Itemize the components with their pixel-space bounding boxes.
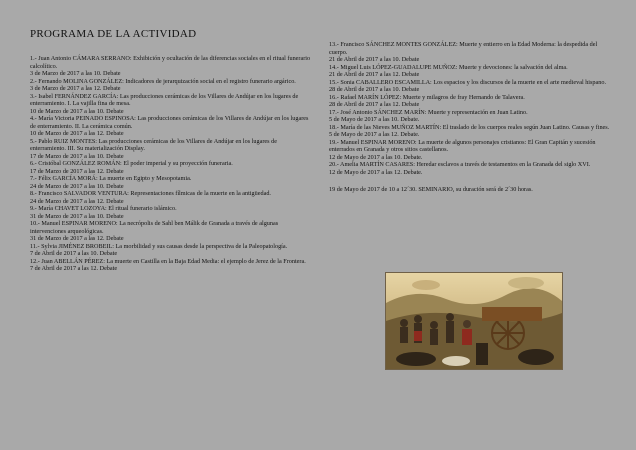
seminar-note: 19 de Mayo de 2017 de 10 a 12´30. SEMINARIO, su duración será de 2´30 horas.	[329, 186, 533, 193]
entry-date: 28 de Abril de 2017 a las 10. Debate	[329, 86, 420, 93]
entry-date: 5 de Mayo de 2017 a las 10. Debate.	[329, 116, 420, 123]
program-entry	[30, 205, 313, 220]
entry-title: 10.- Manuel ESPINAR MORENO: La necrópolis de Sahl ben Málik de Granada a través de algunas intervenciones arqueológicas.	[30, 220, 279, 235]
entry-title: 14.- Miguel Luis LÓPEZ-GUADALUPE MUÑOZ: Muerte y devociones: la salvación del alma.	[329, 63, 568, 71]
entry-title: 11.- Sylvia JIMÉNEZ BROBEIL: La morbilidad y sus causas desde la perspectiva de la Paleopatología.	[30, 242, 288, 250]
entry-title: 15.- Sonia CABALLERO ESCAMILLA: Los espacios y los discursos de la muerte en el arte medieval hispano.	[329, 78, 607, 86]
program-entry	[30, 175, 313, 190]
entry-date: 31 de Marzo de 2017 a las 12. Debate	[30, 235, 124, 242]
right-entry-list	[329, 41, 612, 176]
entry-title: 5.- Pablo RUIZ MONTES: Las producciones cerámicas de los Villares de Andújar en los lugares de enterramiento. III. Su materialización Display.	[30, 137, 277, 152]
entry-date: 28 de Abril de 2017 a las 12. Debate	[329, 101, 420, 108]
entry-date: 12 de Mayo de 2017 a las 10. Debate.	[329, 153, 423, 161]
program-entry	[329, 139, 612, 162]
program-entry	[30, 258, 313, 273]
program-entry	[329, 94, 612, 109]
program-entry	[30, 220, 313, 243]
painting-illustration	[386, 273, 562, 369]
entry-date: 10 de Marzo de 2017 a las 12. Debate	[30, 130, 124, 137]
entry-title: 1.- Juan Antonio CÁMARA SERRANO: Exhibición y ocultación de las diferencias sociales en el ritual funerario calcolítico.	[30, 55, 311, 70]
entry-date: 17 de Marzo de 2017 a las 12. Debate	[30, 167, 124, 175]
program-entry	[30, 160, 313, 175]
entry-title: 20.- Amelia MARTÍN CASARES: Heredar esclavos a través de testamentos en la Granada del siglo XVI.	[329, 161, 591, 168]
entry-date: 31 de Marzo de 2017 a las 10. Debate	[30, 212, 124, 220]
entry-date: 10 de Marzo de 2017 a las 10. Debate	[30, 107, 124, 115]
entry-date: 12 de Mayo de 2017 a las 12. Debate.	[329, 168, 423, 176]
program-entry	[329, 79, 612, 94]
entry-date: 3 de Marzo de 2017 a las 10. Debate	[30, 70, 121, 77]
entry-title: 3.- Isabel FERNÁNDEZ GARCÍA: Las producciones cerámicas de los Villares de Andújar en los lugares de enterramiento. I. La vajilla fina de mesa.	[30, 92, 299, 107]
entry-date: 5 de Mayo de 2017 a las 12. Debate.	[329, 131, 420, 138]
entry-title: 8.- Francisco SALVADOR VENTURA: Representaciones fílmicas de la muerte en la antigüedad.	[30, 190, 271, 197]
entry-date: 17 de Marzo de 2017 a las 10. Debate	[30, 152, 124, 160]
program-entry	[30, 115, 313, 138]
left-column	[30, 28, 313, 273]
program-entry	[30, 190, 313, 205]
left-entry-list	[30, 55, 313, 273]
entry-title: 19.- Manuel ESPINAR MORENO: La muerte de algunos personajes cristianos: El Gran Capitán y sucesión enterrados en Granada y otros sitios castellanos.	[329, 138, 596, 153]
entry-title: 18.- María de las Nieves MUÑOZ MARTÍN: El traslado de los cuerpos reales según Juan Latino. Causas y fines.	[329, 123, 610, 131]
entry-date: 21 de Abril de 2017 a las 10. Debate	[329, 56, 420, 63]
program-entry	[329, 161, 612, 176]
program-entry	[329, 124, 612, 139]
entry-title: 12.- Juan ABELLÁN PÉREZ: La muerte en Castilla en la Baja Edad Media: el ejemplo de Jerez de la Frontera.	[30, 257, 306, 265]
entry-title: 2.- Fernando MOLINA GONZÁLEZ: Indicadores de jerarquización social en el registro funerario argárico.	[30, 77, 296, 85]
page-title: PROGRAMA DE LA ACTIVIDAD	[30, 28, 197, 40]
entry-title: 6.- Cristóbal GONZÁLEZ ROMÁN: El poder imperial y su proyección funeraria.	[30, 160, 233, 167]
program-entry	[30, 138, 313, 161]
program-entry	[329, 109, 612, 124]
program-entry	[30, 55, 313, 78]
entry-date: 24 de Marzo de 2017 a las 12. Debate	[30, 197, 124, 205]
program-entry	[329, 64, 612, 79]
right-column	[329, 41, 612, 194]
program-entry	[329, 41, 612, 64]
program-entry	[30, 93, 313, 116]
entry-title: 7.- Félix GARCÍA MORÁ: La muerte en Egipto y Mesopotamia.	[30, 175, 192, 182]
entry-title: 13.- Francisco SÁNCHEZ MONTES GONZÁLEZ: Muerte y entierro en la Edad Moderna: la despedida del cuerpo.	[329, 41, 598, 56]
entry-title: 17.- José Antonio SÁNCHEZ MARÍN: Muerte y representación en Juan Latino.	[329, 108, 528, 116]
entry-date: 7 de Abril de 2017 a las 10. Debate	[30, 250, 118, 257]
entry-title: 9.- María CHAVET LOZOYA: El ritual funerario islámico.	[30, 205, 177, 212]
program-entry	[30, 78, 313, 93]
painting-image	[385, 272, 563, 370]
entry-date: 21 de Abril de 2017 a las 12. Debate	[329, 71, 420, 78]
entry-date: 24 de Marzo de 2017 a las 10. Debate	[30, 182, 124, 190]
entry-title: 16.- Rafael MARÍN LÓPEZ: Muerte y milagros de fray Hernando de Talavera.	[329, 93, 525, 101]
entry-title: 4.- María Victoria PEINADO ESPINOSA: Las producciones cerámicas de los Villares de Andújar en los lugares de enterramiento. II. La cerámica común.	[30, 115, 309, 130]
program-entry	[30, 243, 313, 258]
entry-date: 3 de Marzo de 2017 a las 12. Debate	[30, 85, 121, 92]
entry-date: 7 de Abril de 2017 a las 12. Debate	[30, 265, 118, 272]
